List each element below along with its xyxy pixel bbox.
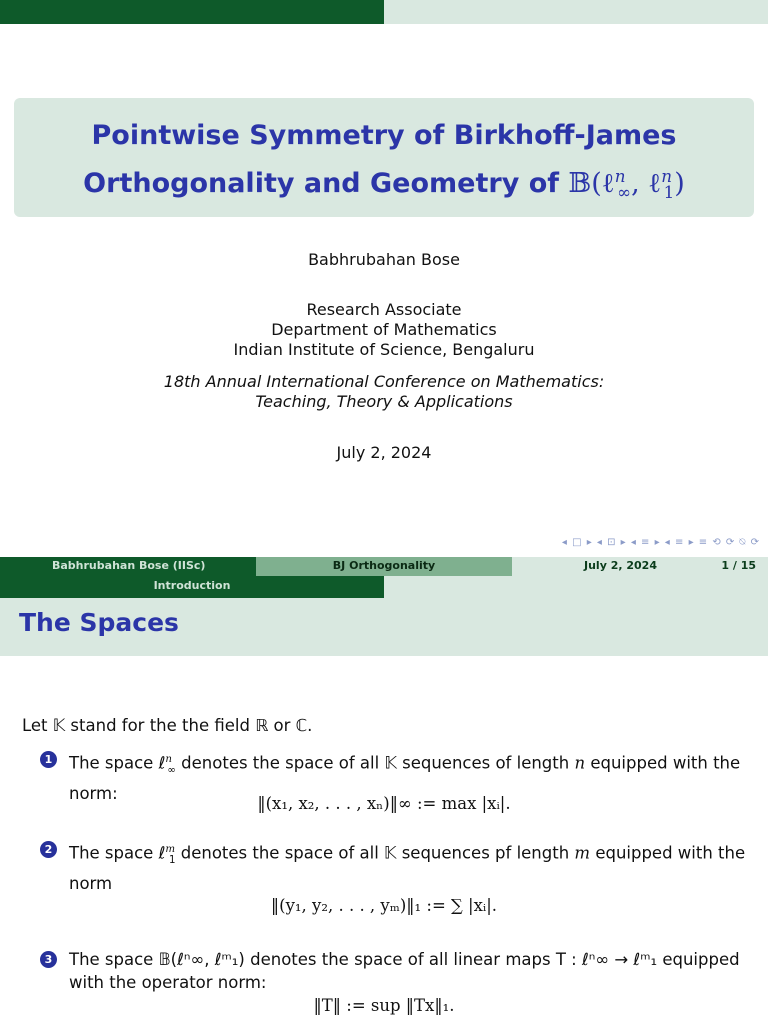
formula-one-norm bbox=[0, 896, 768, 915]
presentation-date: July 2, 2024 bbox=[336, 443, 432, 462]
footer-author: Babhrubahan Bose (IISc) bbox=[52, 559, 206, 572]
item-text-part: denotes the space of all linear maps T : ℓⁿ∞ → ℓᵐ₁ equipped bbox=[244, 950, 740, 969]
title-box bbox=[14, 98, 754, 217]
formula-operator-norm bbox=[0, 996, 768, 1015]
affiliation-line: Research Associate bbox=[306, 300, 462, 319]
item-text-line2: norm: bbox=[69, 783, 118, 803]
title-sub-inf: ∞ bbox=[617, 182, 632, 203]
item-text-part: The space ℓ bbox=[69, 753, 166, 773]
footer-right-cell bbox=[512, 557, 768, 576]
item-variable: m bbox=[574, 843, 591, 863]
footer-page-number: 1 / 15 bbox=[721, 559, 756, 572]
title-line-1: Pointwise Symmetry of Birkhoff-James bbox=[91, 120, 677, 151]
beamer-navigation-icons[interactable]: ◂ □ ▸ ◂ ⊡ ▸ ◂ ≡ ▸ ◂ ≡ ▸ ≡ ⟲ ⟳ ⍉ ⟳ bbox=[561, 537, 760, 548]
affiliation-block bbox=[0, 300, 768, 360]
title-sup-n1: n bbox=[614, 166, 626, 186]
affiliation-line: Indian Institute of Science, Bengaluru bbox=[233, 340, 535, 359]
formula-text: ‖T‖ := sup ‖Tx‖₁. bbox=[313, 996, 455, 1015]
bullet-number: 3 bbox=[40, 951, 57, 968]
formula-text: ‖(x₁, x₂, . . . , xₙ)‖∞ := max |xᵢ|. bbox=[257, 794, 511, 813]
footer-title: BJ Orthogonality bbox=[256, 557, 512, 576]
footer-date: July 2, 2024 bbox=[584, 559, 657, 572]
bullet-number: 2 bbox=[40, 841, 57, 858]
title-sub-1: 1 bbox=[663, 182, 675, 203]
title-line-2-text: Orthogonality and Geometry of bbox=[83, 168, 560, 199]
item-text-part: equipped with the bbox=[585, 753, 741, 773]
item-text-part: The space ℓ bbox=[69, 843, 166, 863]
item-text bbox=[69, 838, 749, 895]
item-sup: n bbox=[165, 754, 172, 765]
item-text-part: equipped with the bbox=[590, 843, 746, 863]
item-text-part: denotes the space of all 𝕂 sequences of length bbox=[175, 753, 575, 773]
frame-title: The Spaces bbox=[19, 608, 179, 637]
footer-author-cell bbox=[0, 557, 256, 576]
conference-line: Teaching, Theory & Applications bbox=[255, 392, 513, 411]
formula-text: ‖(y₁, y₂, . . . , yₘ)‖₁ := ∑ |xᵢ|. bbox=[270, 896, 498, 915]
top-bar-right bbox=[384, 0, 768, 24]
item-sub: 1 bbox=[168, 854, 176, 866]
item-text bbox=[69, 948, 749, 994]
title-math-close: ) bbox=[674, 168, 685, 199]
content-slide bbox=[0, 576, 768, 1024]
item-space-args: ⁿ∞, ℓᵐ₁) bbox=[183, 950, 245, 969]
item-text-part: The space 𝔹(ℓ bbox=[69, 950, 184, 969]
title-math-open: 𝔹(ℓ bbox=[568, 168, 615, 199]
author-name: Babhrubahan Bose bbox=[308, 250, 460, 269]
affiliation-line: Department of Mathematics bbox=[271, 320, 497, 339]
item-text-part: denotes the space of all 𝕂 sequences pf length bbox=[175, 843, 575, 863]
bullet-number: 1 bbox=[40, 751, 57, 768]
section-nav-empty bbox=[384, 576, 768, 598]
top-bar-left bbox=[0, 0, 384, 24]
title-line-2 bbox=[14, 156, 754, 212]
formula-inf-norm bbox=[0, 794, 768, 813]
item-text-line2: with the operator norm: bbox=[69, 973, 267, 992]
title-math bbox=[568, 166, 685, 203]
intro-sentence: Let 𝕂 stand for the the field ℝ or ℂ. bbox=[22, 716, 313, 735]
footer-bar bbox=[0, 557, 768, 576]
conference-line: 18th Annual International Conference on Mathematics: bbox=[163, 372, 605, 391]
item-variable: n bbox=[574, 753, 586, 773]
section-nav-current[interactable]: Introduction bbox=[0, 576, 384, 598]
conference-block bbox=[0, 372, 768, 412]
title-math-comma: , ℓ bbox=[631, 168, 662, 199]
item-sub: ∞ bbox=[167, 764, 176, 776]
item-sup: m bbox=[165, 844, 176, 855]
frame-title-bar bbox=[0, 598, 768, 656]
item-text-line2: norm bbox=[69, 873, 113, 893]
title-sup-n2: n bbox=[661, 166, 672, 186]
